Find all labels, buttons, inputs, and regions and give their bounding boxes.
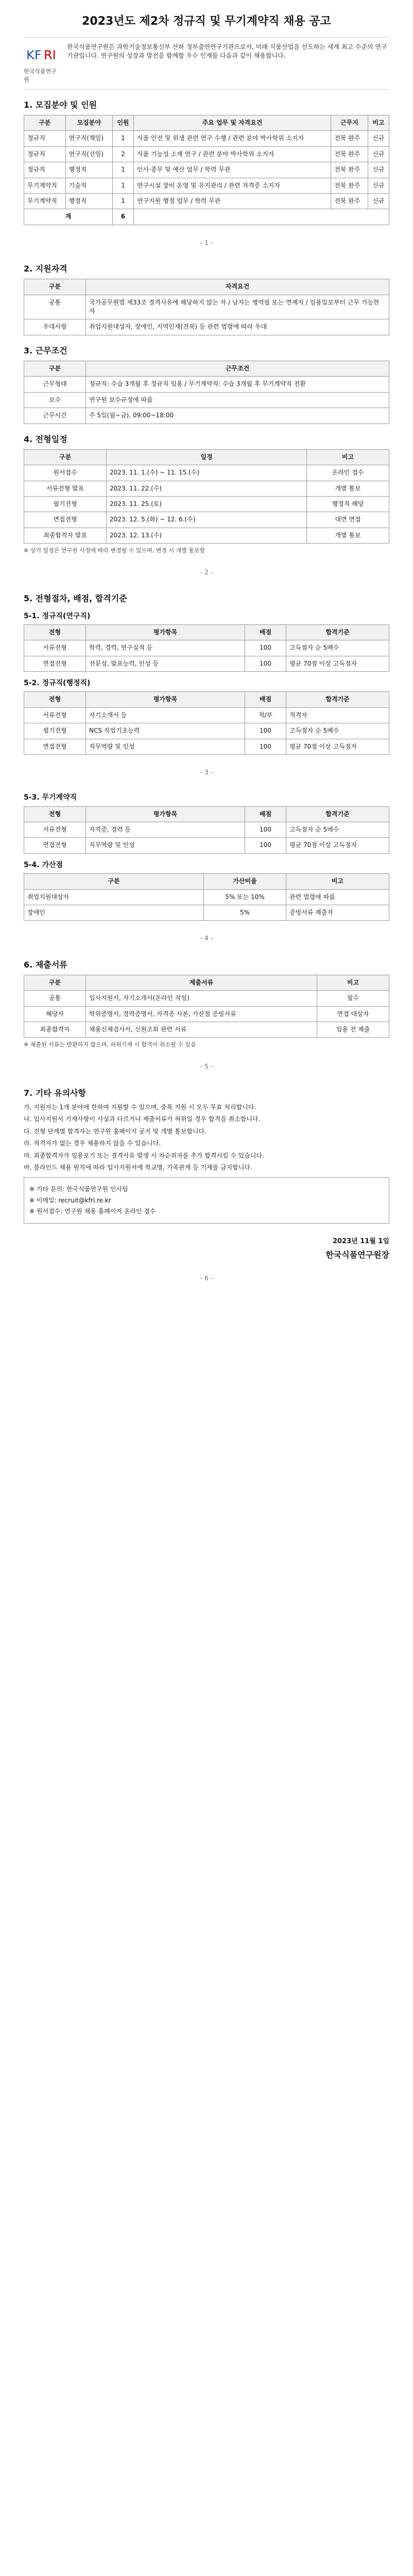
th-1: 일정 (107, 449, 307, 465)
cell: 근무형태 (24, 377, 86, 392)
cell: 100 (245, 723, 286, 739)
th-0: 전형 (24, 806, 86, 822)
cell: 근무시간 (24, 408, 86, 423)
cell: 필수 (317, 991, 389, 1006)
th-2: 인원 (112, 115, 133, 130)
cell: 고득점자 순 5배수 (286, 640, 389, 656)
cell: 2 (112, 146, 133, 162)
table-row (24, 905, 389, 920)
section-title-1: 1. 모집분야 및 인원 (24, 99, 97, 110)
table-row (24, 822, 389, 838)
th-2: 배점 (245, 806, 286, 822)
cell: 정규직: 수습 3개월 후 정규직 임용 / 무기계약직: 수습 3개월 후 무기계약직 전환 (86, 377, 389, 392)
list-item: 나. 입사지원서 기재사항이 사실과 다르거나 제출서류가 허위일 경우 합격을 취소합니다. (24, 1115, 261, 1123)
cell: 평균 70점 이상 고득점자 (286, 838, 389, 853)
cell: 채용신체검사서, 신원조회 관련 서류 (86, 1022, 317, 1038)
th-2: 비고 (317, 975, 389, 990)
cell: 2023. 11. 1.(수) ~ 11. 15.(수) (107, 465, 307, 481)
table-row (24, 1022, 389, 1038)
cell: 적격자 (286, 707, 389, 723)
table-row (24, 838, 389, 853)
th-0: 구분 (24, 279, 86, 295)
cell: 국가공무원법 제33조 결격사유에 해당하지 않는 자 / 남자는 병역필 또는 면제자 / 임용일로부터 근무 가능한 자 (86, 295, 389, 319)
table-row (24, 1006, 389, 1022)
footer-date: 2023년 11월 1일 (332, 1238, 389, 1246)
list-item: 가. 지원자는 1개 분야에 한하여 지원할 수 있으며, 중복 지원 시 모두 무효 처리합니다. (24, 1103, 256, 1111)
cell: 최종합격자 (24, 1022, 86, 1038)
th-2: 배점 (245, 692, 286, 707)
cell: 신규 (368, 146, 389, 162)
cell: 주 5일(월~금), 09:00~18:00 (86, 408, 389, 423)
cell: 직무역량 및 인성 (86, 739, 245, 754)
section-title-7: 7. 기타 유의사항 (24, 1088, 87, 1098)
qualification-table (24, 279, 389, 335)
schedule-table (24, 449, 389, 544)
intro-text: 한국식품연구원은 과학기술정보통신부 산하 정부출연연구기관으로서, 미래 식품산업을 선도하는 세계 최고 수준의 연구기관입니다. 연구원의 성장과 발전을 함께할 우수 인재를 다음과 같이 채용합니다. (67, 43, 387, 60)
list-item: 라. 적격자가 없는 경우 채용하지 않을 수 있습니다. (24, 1140, 161, 1147)
table-row (24, 889, 389, 905)
cell: 서류전형 발표 (24, 481, 107, 496)
cell: 연구직(책임) (65, 131, 112, 146)
contact-box (24, 1177, 389, 1224)
contact-line: ※ 이메일: recruit@kfri.re.kr (29, 1196, 111, 1204)
subsection-title: 5-2. 정규직(행정직) (24, 679, 91, 688)
cell: 면접 대상자 (317, 1006, 389, 1022)
cell: 100 (245, 739, 286, 754)
cell: 입사지원서, 자기소개서(온라인 작성) (86, 991, 317, 1006)
th-0: 구분 (24, 361, 86, 377)
cell: 원서접수 (24, 465, 107, 481)
cell: 적/부 (245, 707, 286, 723)
list-item: 다. 전형 단계별 합격자는 연구원 홈페이지 공지 및 개별 통보합니다. (24, 1127, 206, 1135)
table-row (24, 131, 389, 146)
cell: 고득점자 순 5배수 (286, 723, 389, 739)
conditions-table (24, 361, 389, 424)
table-row (24, 392, 389, 408)
cell: 임용 전 제출 (317, 1022, 389, 1038)
svg-text:KF: KF (26, 47, 42, 62)
section-title-4: 4. 전형일정 (24, 434, 67, 444)
section-title-6: 6. 제출서류 (24, 959, 67, 970)
cell: 신규 (368, 131, 389, 146)
th-0: 전형 (24, 624, 86, 640)
page-marker: - 4 - (200, 935, 213, 942)
logo-icon (24, 43, 60, 65)
notes-list (24, 1103, 389, 1172)
cell: 100 (245, 838, 286, 853)
th-1: 평가항목 (86, 692, 245, 707)
table-row (24, 465, 389, 481)
th-2: 비고 (286, 874, 389, 889)
evaluation-table-admin (24, 691, 389, 755)
table-row (24, 481, 389, 496)
cell: 100 (245, 656, 286, 671)
cell: 정규직 (24, 146, 66, 162)
cell: 우대사항 (24, 319, 86, 335)
section-title-3: 3. 근무조건 (24, 345, 67, 355)
cell: 행정직 해당 (307, 496, 389, 512)
cell: 최종합격자 발표 (24, 528, 107, 543)
cell: 보수 (24, 392, 86, 408)
th-3: 합격기준 (286, 806, 389, 822)
logo-text: 한국식품연구원 (24, 67, 57, 83)
cell: 2023. 11. 25.(토) (107, 496, 307, 512)
cell: 필기전형 (24, 723, 86, 739)
cell: 전북 완주 (331, 162, 368, 178)
th-3: 주요 업무 및 자격요건 (133, 115, 331, 130)
cell: 장애인 (24, 905, 204, 920)
table-row (24, 377, 389, 392)
table-row (24, 512, 389, 528)
total-label: 계 (24, 209, 113, 225)
table-row (24, 739, 389, 754)
cell: 대면 면접 (307, 512, 389, 528)
cell: 5% (204, 905, 286, 920)
section-title-2: 2. 지원자격 (24, 264, 67, 274)
table-row (24, 656, 389, 671)
cell: 1 (112, 162, 133, 178)
cell: 신규 (368, 178, 389, 193)
evaluation-table-contract (24, 806, 389, 854)
documents-note: ※ 제출된 서류는 반환하지 않으며, 허위기재 시 합격이 취소될 수 있음 (24, 1041, 196, 1048)
th-1: 제출서류 (86, 975, 317, 990)
table-row (24, 193, 389, 209)
th-0: 구분 (24, 449, 107, 465)
table-row (24, 528, 389, 543)
cell: 전북 완주 (331, 178, 368, 193)
cell: 취업지원대상자, 장애인, 지역인재(전북) 등 관련 법령에 따라 우대 (86, 319, 389, 335)
cell: 서류전형 (24, 822, 86, 838)
th-1: 평가항목 (86, 806, 245, 822)
cell: 전북 완주 (331, 131, 368, 146)
cell: 학위증명서, 경력증명서, 자격증 사본, 가산점 증빙서류 (86, 1006, 317, 1022)
th-2: 배점 (245, 624, 286, 640)
cell: 식품 기능성 소재 연구 / 관련 분야 박사학위 소지자 (133, 146, 331, 162)
cell: 연구원 보수규정에 따름 (86, 392, 389, 408)
subsection-title: 5-4. 가산점 (24, 860, 63, 869)
page-marker: - 2 - (200, 569, 213, 577)
cell: 필기전형 (24, 496, 107, 512)
documents-table (24, 975, 389, 1038)
section-title-5: 5. 전형절차, 배점, 합격기준 (24, 594, 127, 604)
cell: 서류전형 (24, 707, 86, 723)
table-row (24, 640, 389, 656)
th-0: 구분 (24, 975, 86, 990)
org-logo (24, 43, 60, 84)
cell: 행정직 (65, 162, 112, 178)
cell: 무기계약직 (24, 178, 66, 193)
cell: 온라인 접수 (307, 465, 389, 481)
cell: 면접전형 (24, 838, 86, 853)
th-1: 자격요건 (86, 279, 389, 295)
th-5: 비고 (368, 115, 389, 130)
page-marker: - 6 - (200, 1275, 213, 1282)
cell: 1 (112, 178, 133, 193)
table-row (24, 295, 389, 319)
cell: 100 (245, 640, 286, 656)
footer-org: 한국식품연구원장 (325, 1250, 389, 1260)
cell: 2023. 11. 22.(수) (107, 481, 307, 496)
table-row (24, 178, 389, 193)
cell: 기술직 (65, 178, 112, 193)
cell: 개별 통보 (307, 528, 389, 543)
recruitment-table (24, 115, 389, 225)
subsection-title: 5-3. 무기계약직 (24, 793, 77, 802)
table-row (24, 723, 389, 739)
cell: 평균 70점 이상 고득점자 (286, 739, 389, 754)
total-row (24, 209, 389, 225)
cell: NCS 직업기초능력 (86, 723, 245, 739)
th-0: 구분 (24, 115, 66, 130)
table-row (24, 319, 389, 335)
cell: 면접전형 (24, 512, 107, 528)
cell: 면접전형 (24, 739, 86, 754)
announcement-header (24, 37, 389, 90)
th-0: 구분 (24, 874, 204, 889)
th-2: 비고 (307, 449, 389, 465)
table-row (24, 496, 389, 512)
cell: 1 (112, 193, 133, 209)
cell: 증빙서류 제출자 (286, 905, 389, 920)
bonus-table (24, 873, 389, 921)
cell: 관련 법령에 따름 (286, 889, 389, 905)
cell: 식품 안전 및 위생 관련 연구 수행 / 관련 분야 박사학위 소지자 (133, 131, 331, 146)
cell: 무기계약직 (24, 193, 66, 209)
cell: 정규직 (24, 131, 66, 146)
cell: 자기소개서 등 (86, 707, 245, 723)
cell: 공통 (24, 295, 86, 319)
cell: 전북 완주 (331, 193, 368, 209)
th-1: 가산비율 (204, 874, 286, 889)
cell: 고득점자 순 5배수 (286, 822, 389, 838)
contact-line: ※ 기타 문의: 한국식품연구원 인사팀 (29, 1185, 128, 1193)
page-marker: - 1 - (200, 239, 213, 246)
cell: 인사·총무 및 예산 업무 / 학력 무관 (133, 162, 331, 178)
table-row (24, 707, 389, 723)
evaluation-table-research (24, 624, 389, 672)
th-4: 근무지 (331, 115, 368, 130)
cell: 1 (112, 131, 133, 146)
table-row (24, 991, 389, 1006)
cell: 개별 통보 (307, 481, 389, 496)
cell: 해당자 (24, 1006, 86, 1022)
cell: 직무역량 및 인성 (86, 838, 245, 853)
page-marker: - 3 - (200, 768, 213, 776)
cell: 연구직(선임) (65, 146, 112, 162)
th-3: 합격기준 (286, 692, 389, 707)
table-row (24, 162, 389, 178)
schedule-note: ※ 상기 일정은 연구원 사정에 따라 변경될 수 있으며, 변경 시 개별 통보함 (24, 547, 205, 554)
table-row (24, 408, 389, 423)
page-marker: - 5 - (200, 1063, 213, 1071)
cell: 취업지원대상자 (24, 889, 204, 905)
cell: 신규 (368, 193, 389, 209)
cell: 2023. 12. 5.(화) ~ 12. 6.(수) (107, 512, 307, 528)
cell: 전북 완주 (331, 146, 368, 162)
cell: 신규 (368, 162, 389, 178)
cell: 학력, 경력, 연구실적 등 (86, 640, 245, 656)
cell: 서류전형 (24, 640, 86, 656)
cell: 연구시설 장비 운영 및 유지관리 / 관련 자격증 소지자 (133, 178, 331, 193)
cell: 100 (245, 822, 286, 838)
th-3: 합격기준 (286, 624, 389, 640)
cell: 자격증, 경력 등 (86, 822, 245, 838)
cell: 5% 또는 10% (204, 889, 286, 905)
contact-line: ※ 원서접수: 연구원 채용 홈페이지 온라인 접수 (29, 1208, 156, 1215)
cell: 2023. 12. 13.(수) (107, 528, 307, 543)
th-1: 근무조건 (86, 361, 389, 377)
th-1: 모집분야 (65, 115, 112, 130)
total-value: 6 (112, 209, 133, 225)
subsection-title: 5-1. 정규직(연구직) (24, 612, 91, 620)
th-0: 전형 (24, 692, 86, 707)
cell: 공통 (24, 991, 86, 1006)
table-row (24, 146, 389, 162)
svg-text:RI: RI (44, 47, 56, 62)
empty-cell (133, 209, 389, 225)
cell: 행정직 (65, 193, 112, 209)
page-title: 2023년도 제2차 정규직 및 무기계약직 채용 공고 (82, 15, 331, 28)
cell: 연구지원 행정 업무 / 학력 무관 (133, 193, 331, 209)
list-item: 바. 블라인드 채용 원칙에 따라 입사지원서에 학교명, 가족관계 등 기재를 금지합니다. (24, 1163, 252, 1171)
th-1: 평가항목 (86, 624, 245, 640)
list-item: 마. 최종합격자가 임용포기 또는 결격사유 발생 시 차순위자를 추가 합격시킬 수 있습니다. (24, 1151, 264, 1159)
cell: 평균 70점 이상 고득점자 (286, 656, 389, 671)
cell: 정규직 (24, 162, 66, 178)
cell: 전문성, 발표능력, 인성 등 (86, 656, 245, 671)
cell: 면접전형 (24, 656, 86, 671)
footer (24, 1237, 389, 1261)
